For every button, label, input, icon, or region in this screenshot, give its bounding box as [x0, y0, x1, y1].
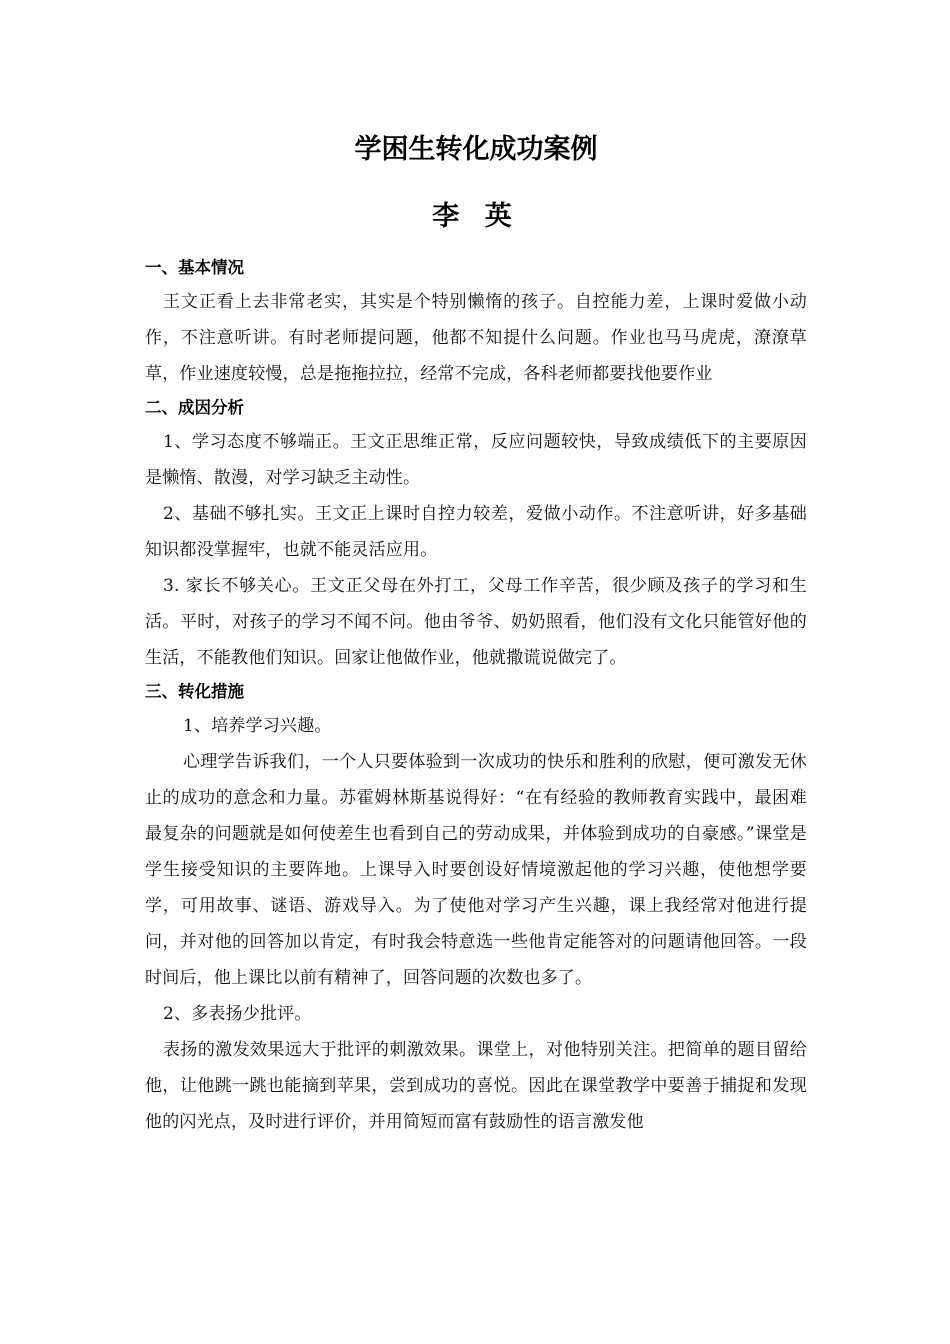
document-title: 学困生转化成功案例 — [354, 134, 598, 165]
paragraph-cause-2: 2、基础不够扎实。王文正上课时自控力较差，爱做小动作。不注意听讲，好多基础知识都没掌握牢，也就不能灵活应用。 — [145, 504, 807, 560]
paragraph-basic-1: 王文正看上去非常老实，其实是个特别懒惰的孩子。自控能力差，上课时爱做小动作，不注意听讲。有时老师提问题，他都不知提什么问题。作业也马马虎虎，潦潦草草，作业速度较慢，总是拖拖拉拉，经常不完成，各科老师都要找他要作业 — [145, 292, 807, 384]
document-body — [145, 252, 807, 1140]
section-heading-measures: 三、转化措施 — [145, 682, 244, 701]
subheading-measures-1: 1、培养学习兴趣。 — [183, 716, 332, 736]
subheading-measures-2: 2、多表扬少批评。 — [163, 1004, 312, 1024]
paragraph-measures-1: 心理学告诉我们，一个人只要体验到一次成功的快乐和胜利的欣慰，便可激发无休止的成功的意念和力量。苏霍姆林斯基说得好：“在有经验的教师教育实践中，最困难最复杂的问题就是如何使差生也看到自己的劳动成果，并体验到成功的自豪感。”课堂是学生接受知识的主要阵地。上课导入时要创设好情境激起他的学习兴趣，使他想学要学，可用故事、谜语、游戏导入。为了使他对学习产生兴趣，课上我经常对他进行提问，并对他的回答加以肯定，有时我会特意选一些他肯定能答对的问题请他回答。一段时间后，他上课比以前有精神了，回答问题的次数也多了。 — [145, 752, 807, 988]
paragraph-cause-3: 3. 家长不够关心。王文正父母在外打工，父母工作辛苦，很少顾及孩子的学习和生活。平时，对孩子的学习不闻不问。他由爷爷、奶奶照看，他们没有文化只能管好他的生活，不能教他们知识。回家让他做作业，他就撒谎说做完了。 — [145, 576, 807, 668]
paragraph-measures-2: 表扬的激发效果远大于批评的刺激效果。课堂上，对他特别关注。把简单的题目留给他，让他跳一跳也能摘到苹果，尝到成功的喜悦。因此在课堂教学中要善于捕捉和发现他的闪光点，及时进行评价，并用简短而富有鼓励性的语言激发他 — [145, 1040, 807, 1132]
section-heading-basic: 一、基本情况 — [145, 258, 244, 277]
section-heading-cause: 二、成因分析 — [145, 398, 244, 417]
paragraph-cause-1: 1、学习态度不够端正。王文正思维正常，反应问题较快，导致成绩低下的主要原因是懒惰、散漫，对学习缺乏主动性。 — [145, 432, 807, 488]
document-author: 李 英 — [432, 201, 520, 232]
